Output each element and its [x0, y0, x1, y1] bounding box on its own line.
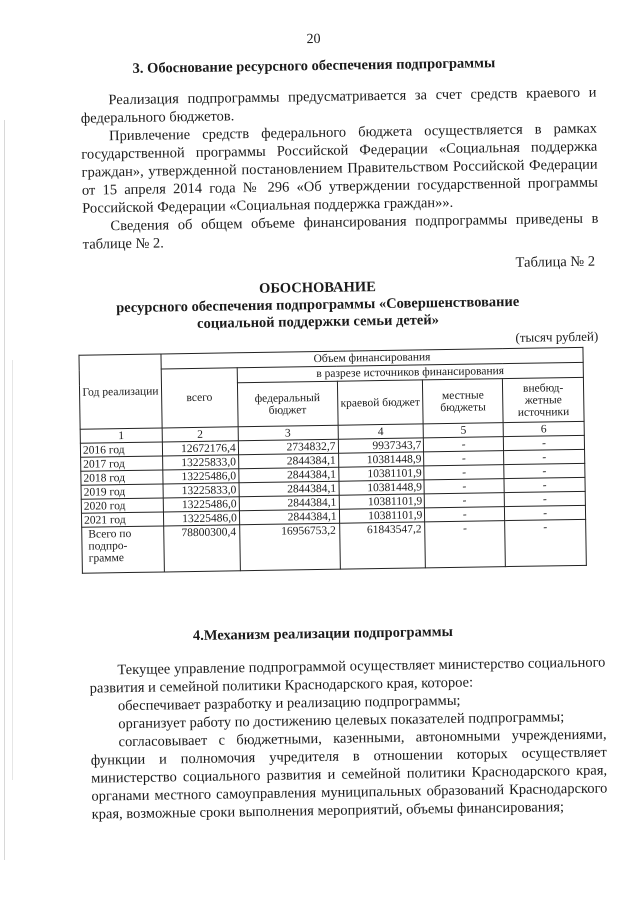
- table-title-line: ОБОСНОВАНИЕ: [258, 279, 376, 297]
- cell-federal: 2734832,7: [238, 439, 338, 455]
- section-4-title: 4.Механизм реализации подпрограммы: [192, 623, 453, 645]
- column-number: 6: [503, 421, 584, 436]
- cell-extra: -: [504, 477, 585, 492]
- table-title-line: ресурсного обеспечения подпрограммы «Совершенствование: [116, 293, 520, 317]
- header-total: всего: [161, 368, 238, 428]
- cell-local: -: [425, 493, 505, 508]
- cell-year: 2017 год: [81, 456, 163, 471]
- cell-local: -: [425, 521, 505, 568]
- cell-total: 78800300,4: [164, 525, 241, 572]
- table-label: Таблица № 2: [515, 253, 596, 271]
- cell-year: 2018 год: [81, 470, 163, 485]
- section-4-paragraph: Текущее управление подпрограммой осуществляет министерство социального развития и семейной политики Краснодарского края, которое:: [89, 654, 606, 697]
- section-3-title: 3. Обоснование ресурсного обеспечения подпрограммы: [132, 55, 496, 77]
- section-4-paragraph: обеспечивает разработку и реализацию подпрограммы;: [117, 692, 461, 715]
- cell-total: 13225486,0: [163, 469, 239, 484]
- column-number: 4: [338, 424, 424, 439]
- page-number: 20: [306, 31, 321, 48]
- section-4-paragraph: согласовывает с бюджетными, казенными, автономными учреждениями, функции и полномочия учредителя в отношении которых осуществляет министерство социального развития и семейной политики Краснодарского края, органами местного самоуправления муниципальных образований Краснодарского края, возможные сроки выполнения мероприятий, объемы финансирования;: [90, 726, 608, 823]
- header-regional: краевой бюджет: [337, 380, 423, 425]
- cell-regional: 9937343,7: [338, 438, 424, 453]
- cell-extra: -: [505, 519, 587, 566]
- cell-local: -: [424, 437, 504, 452]
- cell-federal: 2844384,1: [239, 509, 339, 525]
- cell-extra: -: [504, 491, 585, 506]
- cell-year: 2019 год: [81, 484, 163, 499]
- cell-regional: 10381101,9: [339, 494, 425, 509]
- cell-local: -: [424, 465, 504, 480]
- header-by-source: в разрезе источников финансирования: [237, 362, 583, 382]
- cell-total-label: Всего по подпро-грамме: [82, 526, 165, 573]
- cell-extra: -: [505, 505, 586, 520]
- cell-total: 13225833,0: [162, 455, 238, 470]
- cell-regional: 10381448,9: [338, 452, 424, 467]
- section-3-paragraph: Сведения об общем объеме финансирования подпрограммы приведены в таблице № 2.: [82, 210, 599, 253]
- cell-federal: 2844384,1: [238, 453, 338, 469]
- cell-regional: 10381101,9: [339, 508, 425, 523]
- header-local: местные бюджеты: [423, 379, 503, 424]
- cell-regional: 10381448,9: [339, 480, 425, 495]
- cell-year: 2020 год: [81, 498, 163, 513]
- section-3-paragraph: Реализация подпрограммы предусматривается за счет средств краевого и федерального бюджетов.: [80, 84, 597, 127]
- column-number: 3: [238, 425, 338, 441]
- cell-federal: 2844384,1: [239, 495, 339, 511]
- cell-extra: -: [504, 463, 585, 478]
- cell-local: -: [425, 507, 505, 522]
- section-3-paragraph: Привлечение средств федерального бюджета осуществляется в рамках государственной программы Российской Федерации «Социальная поддержка граждан», утвержденной постановлением Правительством Российской Федерации от 15 апреля 2014 года № 296 «Об утверждении государственной программы Российской Федерации «Социальная поддержка граждан»».: [81, 120, 598, 217]
- cell-total: 12672176,4: [162, 441, 238, 456]
- cell-year: 2021 год: [81, 512, 163, 527]
- column-number: 2: [162, 427, 238, 442]
- cell-regional: 10381101,9: [338, 466, 424, 481]
- table-total-row: [82, 519, 587, 573]
- cell-federal: 2844384,1: [239, 467, 339, 483]
- cell-federal: 16956753,2: [239, 523, 339, 571]
- column-number: 5: [423, 423, 503, 438]
- financing-table: [78, 347, 586, 574]
- table-unit: (тысяч рублей): [515, 328, 599, 345]
- header-volume: Объем финансирования: [161, 347, 583, 369]
- table-title: [0, 275, 638, 336]
- header-extra: внебюд-жетные источники: [503, 377, 585, 422]
- cell-local: -: [424, 451, 504, 466]
- cell-total: 13225486,0: [163, 511, 239, 526]
- cell-year: 2016 год: [80, 442, 162, 457]
- header-federal: федеральный бюджет: [237, 381, 337, 427]
- cell-federal: 2844384,1: [239, 481, 339, 497]
- cell-extra: -: [503, 435, 584, 450]
- cell-extra: -: [504, 449, 585, 464]
- cell-total: 13225486,0: [163, 497, 239, 512]
- cell-regional: 61843547,2: [339, 522, 426, 569]
- cell-local: -: [424, 479, 504, 494]
- table-title-line: социальной поддержки семьи детей»: [196, 312, 440, 332]
- section-4-paragraph: организует работу по достижению целевых показателей подпрограммы;: [118, 709, 565, 733]
- column-number: 1: [80, 428, 162, 443]
- cell-total: 13225833,0: [163, 483, 239, 498]
- header-year: Год реализации: [79, 354, 162, 429]
